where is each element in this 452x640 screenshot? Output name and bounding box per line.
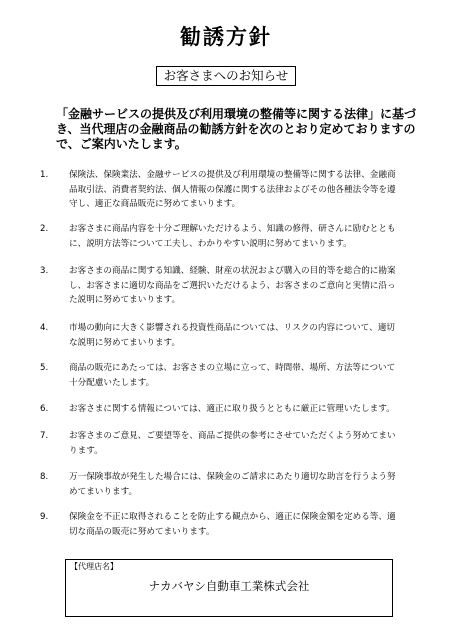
policy-number: 2. — [40, 224, 49, 234]
policy-number: 6. — [40, 404, 49, 414]
policy-number: 8. — [40, 472, 49, 482]
policy-text: 保険金を不正に取得されることを防止する観点から、適正に保険金額を定める等、適切な商品の販売に努めてまいります。 — [69, 512, 396, 537]
agent-name: ナカバヤシ自動車工業株式会社 — [148, 579, 310, 593]
policy-number: 1. — [40, 170, 49, 180]
policy-text: お客さまに商品内容を十分ご理解いただけるよう、知識の修得、研さんに励むとともに、説明方法等について工夫し、わかりやすい説明に努めてまいります。 — [69, 224, 396, 249]
policy-number: 4. — [40, 323, 49, 333]
intro-paragraph: 「金融サービスの提供及び利用環境の整備等に関する法律」に基づき、当代理店の金融商品の勧誘方針を次のとおり定めておりますので、ご案内いたします。 — [56, 107, 417, 151]
policy-text: お客さまのご意見、ご要望等を、商品ご提供の参考にさせていただくよう努めてまいります。 — [69, 431, 396, 456]
policy-text: お客さまに関する情報については、適正に取り扱うとともに厳正に管理いたします。 — [69, 404, 395, 414]
page-title: 勧誘方針 — [180, 25, 272, 49]
notice-heading: お客さまへのお知らせ — [156, 66, 296, 86]
policy-text: 保険法、保険業法、金融サービスの提供及び利用環境の整備等に関する法律、金融商品取引法、消費者契約法、個人情報の保護に関する法律およびその他各種法令等を遵守し、適正な商品販売に努めてまいります。 — [69, 170, 396, 209]
policy-text: お客さまの商品に関する知識、経験、財産の状況および購入の目的等を総合的に勘案し、お客さまに適切な商品をご選択いただけるよう、お客さまのご意向と実情に沿った説明に努めてまいります。 — [69, 266, 396, 305]
policy-number: 7. — [40, 431, 49, 441]
policy-text: 商品の販売にあたっては、お客さまの立場に立って、時間帯、場所、方法等について十分配慮いたします。 — [69, 363, 396, 388]
policy-number: 9. — [40, 512, 49, 522]
policy-text: 市場の動向に大きく影響される投資性商品については、リスクの内容について、適切な説明に努めてまいります。 — [69, 323, 395, 348]
policy-number: 3. — [40, 266, 49, 276]
agent-label: 【代理店名】 — [70, 562, 118, 571]
policy-number: 5. — [40, 363, 49, 373]
agent-box — [65, 559, 393, 617]
policy-text: 万一保険事故が発生した場合には、保険金のご請求にあたり適切な助言を行うよう努めてまいります。 — [69, 472, 396, 497]
